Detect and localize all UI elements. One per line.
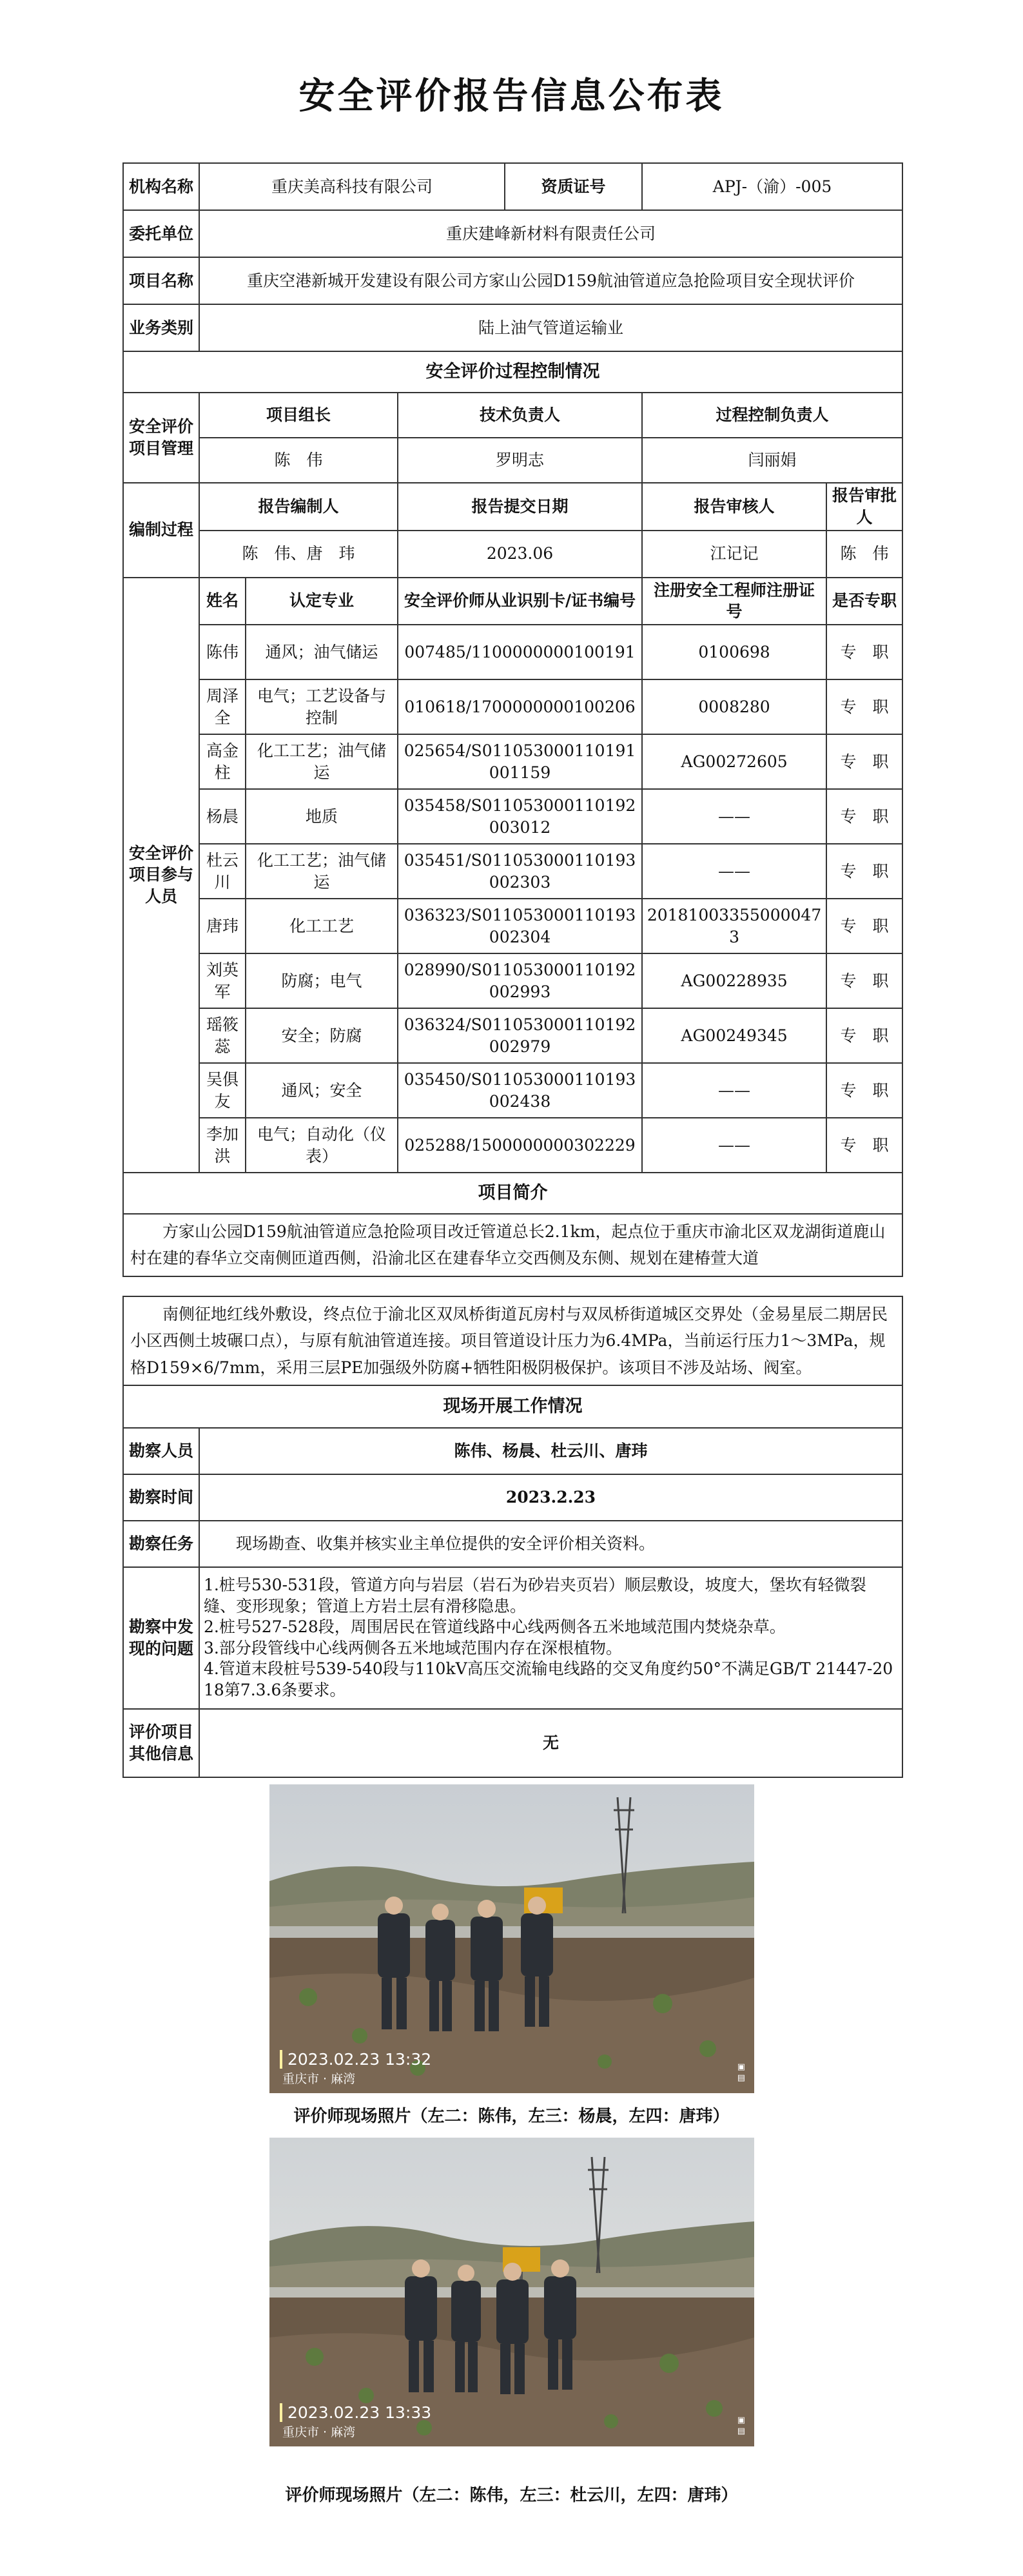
field-table: [122, 1296, 903, 1778]
table-row: [123, 679, 902, 734]
staff-name: 周泽全: [199, 679, 246, 734]
staff-major: 电气；工艺设备与控制: [246, 679, 398, 734]
date-label: 报告提交日期: [398, 483, 642, 531]
client-value: 重庆建峰新材料有限责任公司: [199, 210, 902, 257]
site-photo-2-image: [269, 2138, 754, 2446]
org-label: 机构名称: [123, 163, 199, 210]
table-row: [123, 1063, 902, 1118]
photo-2-caption: 评价师现场照片（左二：陈伟，左三：杜云川，左四：唐玮）: [285, 2486, 738, 2505]
field-task-label: 勘察任务: [123, 1521, 199, 1567]
staff-name: 杜云川: [199, 844, 246, 899]
reviewer-label: 报告审核人: [642, 483, 826, 531]
author-value: 陈 伟、唐 玮: [199, 531, 398, 578]
field-issues-label: 勘察中发现的问题: [123, 1567, 199, 1709]
list-item: 4.管道末段桩号539-540段与110kV高压交流输电线路的交叉角度约50°不满足GB/T 21447-2018第7.3.6条要求。: [204, 1659, 893, 1699]
staff-card: 010618/1700000000100206: [398, 679, 642, 734]
staff-name: 刘英军: [199, 953, 246, 1008]
mgmt-label: 安全评价项目管理: [123, 393, 199, 483]
staff-card: 007485/1100000000100191: [398, 625, 642, 679]
approver-value: 陈 伟: [826, 531, 902, 578]
list-item: 3.部分段管线中心线两侧各五米地域范围内存在深根植物。: [204, 1638, 622, 1657]
photo-1-caption: 评价师现场照片（左二：陈伟，左三：杨晨，左四：唐玮）: [293, 2107, 730, 2126]
project-label: 项目名称: [123, 257, 199, 304]
cert-value: APJ-（渝）-005: [642, 163, 902, 210]
list-item: 1.桩号530-531段，管道方向与岩层（岩石为砂岩夹页岩）顺层敷设，坡度大，堡坎有轻微裂缝、变形现象；管道上方岩土层有滑移隐患。: [204, 1576, 866, 1615]
staff-major: 化工工艺: [246, 899, 398, 953]
staff-full: 专 职: [826, 734, 902, 789]
field-time-value: 2023.2.23: [199, 1474, 902, 1521]
field-staff-value: 陈伟、杨晨、杜云川、唐玮: [199, 1428, 902, 1474]
staff-header-major: 认定专业: [246, 578, 398, 625]
info-table: [122, 162, 903, 1277]
field-issues-list: [199, 1567, 902, 1709]
staff-full: 专 职: [826, 1008, 902, 1063]
staff-reg: 201810033550000473: [642, 899, 826, 953]
staff-full: 专 职: [826, 625, 902, 679]
camera-watermark-icon: ▣ ▤: [737, 2415, 745, 2437]
camera-watermark-icon: ▣ ▤: [737, 2062, 745, 2083]
staff-full: 专 职: [826, 1063, 902, 1118]
staff-name: 李加洪: [199, 1118, 246, 1173]
table-row: [123, 1008, 902, 1063]
staff-major: 通风；油气储运: [246, 625, 398, 679]
staff-reg: ——: [642, 1063, 826, 1118]
staff-reg: AG00228935: [642, 953, 826, 1008]
staff-name: 杨晨: [199, 789, 246, 844]
author-label: 报告编制人: [199, 483, 398, 531]
field-time-label: 勘察时间: [123, 1474, 199, 1521]
staff-name: 唐玮: [199, 899, 246, 953]
staff-major: 安全；防腐: [246, 1008, 398, 1063]
client-label: 委托单位: [123, 210, 199, 257]
staff-reg: ——: [642, 1118, 826, 1173]
staff-reg: ——: [642, 844, 826, 899]
photo-1-timestamp: 2023.02.23 13:32: [280, 2050, 431, 2069]
table-row: [123, 953, 902, 1008]
table-row: [123, 734, 902, 789]
staff-name: 陈伟: [199, 625, 246, 679]
tech-label: 技术负责人: [398, 393, 642, 438]
approver-label: 报告审批人: [826, 483, 902, 531]
field-task-value: 现场勘查、收集并核实业主单位提供的安全评价相关资料。: [199, 1521, 902, 1567]
site-photo-2: [269, 2138, 754, 2446]
table-row: [123, 625, 902, 679]
staff-reg: 0100698: [642, 625, 826, 679]
staff-card: 036324/S011053000110192002979: [398, 1008, 642, 1063]
staff-header-card: 安全评价师从业识别卡/证书编号: [398, 578, 642, 625]
staff-full: 专 职: [826, 1118, 902, 1173]
compile-label: 编制过程: [123, 483, 199, 578]
staff-header-reg: 注册安全工程师注册证号: [642, 578, 826, 625]
ctrl-label: 过程控制负责人: [642, 393, 902, 438]
staff-major: 化工工艺；油气储运: [246, 734, 398, 789]
photo-2-timestamp: 2023.02.23 13:33: [280, 2403, 431, 2422]
staff-label: 安全评价项目参与人员: [123, 578, 199, 1173]
site-photo-1: [269, 1784, 754, 2093]
staff-name: 瑶筱蕊: [199, 1008, 246, 1063]
staff-card: 036323/S011053000110193002304: [398, 899, 642, 953]
staff-full: 专 职: [826, 899, 902, 953]
tech-value: 罗明志: [398, 438, 642, 483]
staff-card: 035451/S011053000110193002303: [398, 844, 642, 899]
ctrl-value: 闫丽娟: [642, 438, 902, 483]
project-value: 重庆空港新城开发建设有限公司方家山公园D159航油管道应急抢险项目安全现状评价: [199, 257, 902, 304]
staff-major: 防腐；电气: [246, 953, 398, 1008]
table-row: [123, 789, 902, 844]
staff-card: 035450/S011053000110193002438: [398, 1063, 642, 1118]
intro-paragraph-2: 南侧征地红线外敷设，终点位于渝北区双凤桥街道瓦房村与双凤桥街道城区交界处（金易星辰二期居民小区西侧土坡碾口点），与原有航油管道连接。项目管道设计压力为6.4MPa，当前运行压力1～3MPa，规格D159×6/7mm，采用三层PE加强级外防腐+牺牲阳极阴极保护。该项目不涉及站场、阀室。: [123, 1296, 902, 1385]
staff-card: 035458/S011053000110192003012: [398, 789, 642, 844]
table-row: [123, 1118, 902, 1173]
leader-value: 陈 伟: [199, 438, 398, 483]
staff-header-name: 姓名: [199, 578, 246, 625]
field-other-label: 评价项目其他信息: [123, 1709, 199, 1777]
staff-reg: AG00272605: [642, 734, 826, 789]
page-title: 安全评价报告信息公布表: [298, 75, 725, 117]
site-photo-1-image: [269, 1784, 754, 2093]
staff-card: 028990/S011053000110192002993: [398, 953, 642, 1008]
staff-major: 化工工艺；油气储运: [246, 844, 398, 899]
staff-full: 专 职: [826, 789, 902, 844]
staff-major: 电气；自动化（仪表）: [246, 1118, 398, 1173]
staff-card: 025654/S011053000110191001159: [398, 734, 642, 789]
reviewer-value: 江记记: [642, 531, 826, 578]
date-value: 2023.06: [398, 531, 642, 578]
photo-1-location: 重庆市 · 麻湾: [282, 2072, 356, 2086]
staff-reg: ——: [642, 789, 826, 844]
table-row: [123, 899, 902, 953]
staff-full: 专 职: [826, 953, 902, 1008]
staff-full: 专 职: [826, 844, 902, 899]
field-staff-label: 勘察人员: [123, 1428, 199, 1474]
staff-reg: AG00249345: [642, 1008, 826, 1063]
staff-card: 025288/1500000000302229: [398, 1118, 642, 1173]
process-section-title: 安全评价过程控制情况: [123, 351, 902, 393]
intro-paragraph-1: 方家山公园D159航油管道应急抢险项目改迁管道总长2.1km，起点位于重庆市渝北区双龙湖街道鹿山村在建的春华立交南侧匝道西侧，沿渝北区在建春华立交西侧及东侧、规划在建椿萱大道: [123, 1214, 902, 1276]
table-row: [123, 844, 902, 899]
staff-reg: 0008280: [642, 679, 826, 734]
leader-label: 项目组长: [199, 393, 398, 438]
staff-name: 吴俱友: [199, 1063, 246, 1118]
cert-label: 资质证号: [505, 163, 642, 210]
business-value: 陆上油气管道运输业: [199, 304, 902, 351]
field-other-value: 无: [199, 1709, 902, 1777]
field-section-title: 现场开展工作情况: [123, 1385, 902, 1428]
business-label: 业务类别: [123, 304, 199, 351]
photo-2-location: 重庆市 · 麻湾: [282, 2425, 356, 2439]
list-item: 2.桩号527-528段，周围居民在管道线路中心线两侧各五米地域范围内焚烧杂草。: [204, 1617, 786, 1637]
org-value: 重庆美高科技有限公司: [199, 163, 505, 210]
staff-full: 专 职: [826, 679, 902, 734]
intro-title: 项目简介: [123, 1173, 902, 1214]
staff-name: 高金柱: [199, 734, 246, 789]
staff-header-full: 是否专职: [826, 578, 902, 625]
staff-major: 地质: [246, 789, 398, 844]
staff-major: 通风；安全: [246, 1063, 398, 1118]
